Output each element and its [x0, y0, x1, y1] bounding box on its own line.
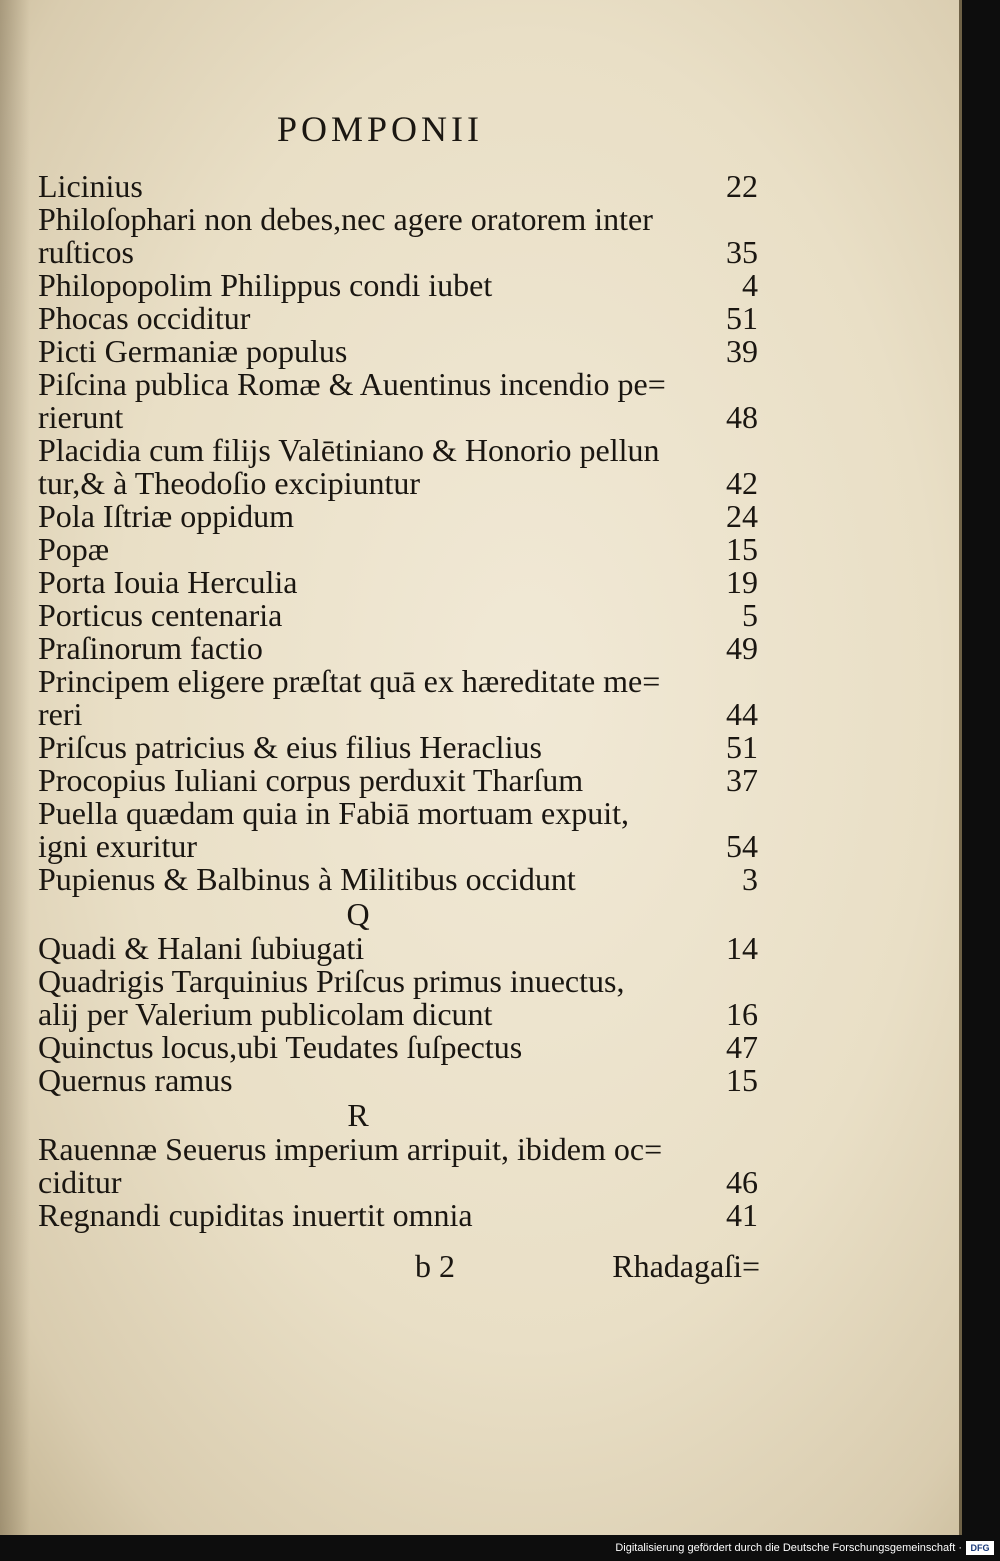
entry-text: Procopius Iuliani corpus perduxit Tharſum [38, 762, 584, 798]
index-entry-line [38, 764, 758, 797]
index-entry-line [38, 269, 758, 302]
entry-text: ciditur [38, 1164, 122, 1200]
running-head: POMPONII [276, 109, 484, 149]
page-number [750, 797, 758, 830]
page-number: 39 [726, 333, 758, 369]
page-number [750, 368, 758, 401]
index-entry-line [38, 236, 758, 269]
entry-text: Praſinorum factio [38, 630, 263, 666]
index-entry-line [38, 998, 758, 1031]
entry-text: Rauennæ Seuerus imperium arripuit, ibidem oc= [38, 1131, 663, 1167]
entry-text: Porticus centenaria [38, 597, 283, 633]
entry-text: Quadi & Halani ſubiugati [38, 930, 365, 966]
index-entry-line [38, 1133, 758, 1166]
page-number [750, 965, 758, 998]
page-number: 15 [726, 1062, 758, 1098]
page-number: 35 [726, 234, 758, 270]
index-entry-line [38, 632, 758, 665]
entry-text: Popæ [38, 531, 110, 567]
index-entry-line [38, 731, 758, 764]
index-entry-line [38, 1064, 758, 1097]
signature-mark: b 2 [415, 1248, 455, 1284]
page-number: 14 [726, 930, 758, 966]
entry-text: Phocas occiditur [38, 300, 251, 336]
index-entry-line [38, 566, 758, 599]
page-number: 15 [726, 531, 758, 567]
index-entry-line [38, 434, 758, 467]
index-entry-line [38, 1199, 758, 1232]
page-number: 49 [726, 630, 758, 666]
index-entries [38, 170, 758, 1232]
entry-text: ruſticos [38, 234, 134, 270]
index-entry-line [38, 932, 758, 965]
entry-text: Priſcus patricius & eius filius Heraclius [38, 729, 542, 765]
section-letter: Q [346, 896, 370, 932]
entry-text: Regnandi cupiditas inuertit omnia [38, 1197, 473, 1233]
index-entry-line [38, 170, 758, 203]
page-number: 3 [742, 861, 758, 897]
entry-text: igni exuritur [38, 828, 198, 864]
index-entry-line [38, 830, 758, 863]
index-entry-line [38, 965, 758, 998]
page-number: 54 [726, 828, 758, 864]
index-entry-line [38, 797, 758, 830]
index-entry-line [38, 500, 758, 533]
section-letter: R [347, 1097, 369, 1133]
entry-text: Quadrigis Tarquinius Priſcus primus inuectus, [38, 963, 625, 999]
page-number: 51 [726, 729, 758, 765]
page-number: 5 [742, 597, 758, 633]
entry-text: Pupienus & Balbinus à Militibus occidunt [38, 861, 576, 897]
index-entry-line [38, 665, 758, 698]
page-number: 16 [726, 996, 758, 1032]
entry-text: Pola Iſtriæ oppidum [38, 498, 294, 534]
entry-text: Quinctus locus,ubi Teudates ſuſpectus [38, 1029, 523, 1065]
entry-text: Puella quædam quia in Fabiā mortuam expuit, [38, 795, 630, 831]
entry-text: Placidia cum filijs Valētiniano & Honorio pellun [38, 432, 660, 468]
entry-text: Quernus ramus [38, 1062, 233, 1098]
index-entry-line [38, 467, 758, 500]
page-number: 37 [726, 762, 758, 798]
page-number [750, 1133, 758, 1166]
entry-text: Picti Germaniæ populus [38, 333, 348, 369]
dfg-logo: DFG [966, 1541, 994, 1555]
catchword: Rhadagaſi= [612, 1248, 760, 1284]
index-entry-line [38, 302, 758, 335]
page-number: 44 [726, 696, 758, 732]
page-number [750, 203, 758, 236]
page-number: 22 [726, 168, 758, 204]
index-entry-line [38, 863, 758, 896]
index-entry-line [38, 1031, 758, 1064]
index-entry-line [38, 335, 758, 368]
page-number: 41 [726, 1197, 758, 1233]
index-entry-line [38, 203, 758, 236]
entry-text: Piſcina publica Romæ & Auentinus incendio pe= [38, 366, 666, 402]
page-number: 42 [726, 465, 758, 501]
index-entry-line [38, 533, 758, 566]
page-number: 48 [726, 399, 758, 435]
entry-text: tur,& à Theodoſio excipiuntur [38, 465, 421, 501]
entry-text: alij per Valerium publicolam dicunt [38, 996, 493, 1032]
entry-text: Philoſophari non debes,nec agere oratorem inter [38, 201, 653, 237]
page-number: 19 [726, 564, 758, 600]
entry-text: Principem eligere præſtat quā ex hæreditate me= [38, 663, 661, 699]
entry-text: Licinius [38, 168, 143, 204]
index-entry-line [38, 368, 758, 401]
entry-text: Philopopolim Philippus condi iubet [38, 267, 493, 303]
page-number: 46 [726, 1164, 758, 1200]
index-entry-line [38, 599, 758, 632]
page-number: 47 [726, 1029, 758, 1065]
page-footer [0, 1248, 760, 1284]
page-number: 24 [726, 498, 758, 534]
gutter-shadow [0, 0, 30, 1535]
entry-text: rierunt [38, 399, 124, 435]
page-number [750, 665, 758, 698]
index-entry-line [38, 698, 758, 731]
digitization-credit: Digitalisierung gefördert durch die Deutsche Forschungsgemeinschaft · [615, 1542, 962, 1554]
page-number: 4 [742, 267, 758, 303]
entry-text: reri [38, 696, 83, 732]
page-number [750, 434, 758, 467]
entry-text: Porta Iouia Herculia [38, 564, 298, 600]
index-entry-line [38, 401, 758, 434]
index-entry-line [38, 1166, 758, 1199]
page-number: 51 [726, 300, 758, 336]
